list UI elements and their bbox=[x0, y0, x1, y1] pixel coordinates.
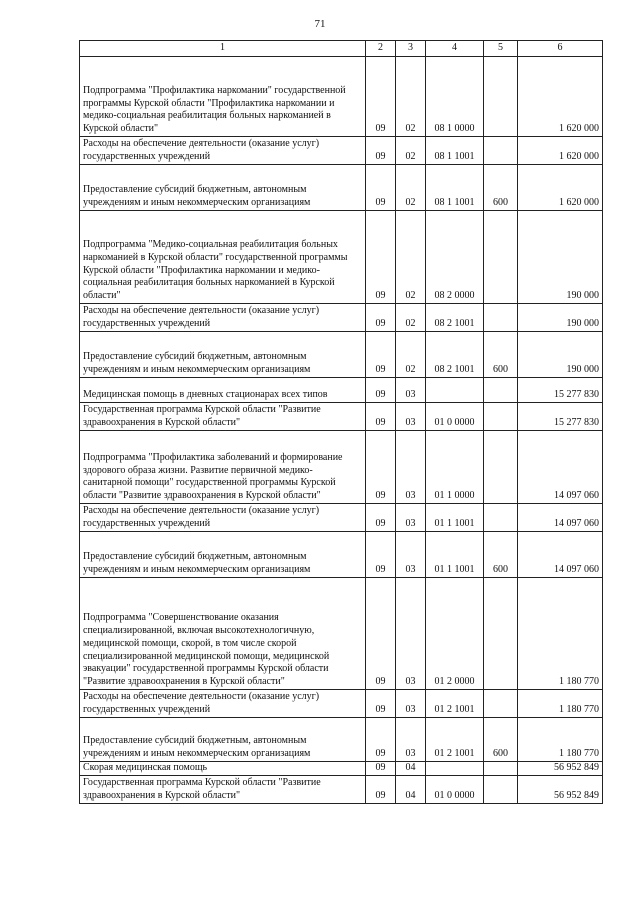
row-target-article-cell bbox=[426, 378, 484, 403]
row-name-cell-text: Скорая медицинская помощь bbox=[83, 762, 208, 774]
table-row bbox=[80, 578, 603, 690]
table-row bbox=[80, 776, 603, 804]
row-subsection-cell bbox=[396, 776, 426, 804]
row-subsection-cell-text: 04 bbox=[405, 762, 416, 774]
row-subsection-cell bbox=[396, 57, 426, 137]
row-name-cell bbox=[80, 762, 366, 776]
row-section-cell bbox=[366, 690, 396, 718]
row-amount-cell bbox=[518, 578, 603, 690]
row-target-article-cell-text: 08 1 1001 bbox=[434, 197, 475, 209]
row-name-cell-text: Предоставление субсидий бюджетным, автономным учреждениям и иным некоммерческим организациям bbox=[83, 735, 311, 760]
row-name-cell bbox=[80, 690, 366, 718]
row-expense-type-cell bbox=[484, 57, 518, 137]
row-subsection-cell bbox=[396, 378, 426, 403]
row-amount-cell bbox=[518, 304, 603, 332]
row-target-article-cell-text: 08 2 0000 bbox=[434, 290, 475, 302]
row-name-cell-text: Расходы на обеспечение деятельности (оказание услуг) государственных учреждений bbox=[83, 305, 320, 330]
row-subsection-cell bbox=[396, 403, 426, 431]
row-name-cell bbox=[80, 378, 366, 403]
row-expense-type-cell-text: 600 bbox=[493, 564, 508, 576]
row-name-cell-text: Подпрограмма "Медико-социальная реабилитация больных наркоманией в Курской области" государственной программы Курской области "Профилактика наркомании и медико-социальная реабилитация больных наркоманией в Курской области" bbox=[83, 239, 348, 302]
row-target-article-cell bbox=[426, 137, 484, 165]
row-name-cell bbox=[80, 403, 366, 431]
row-target-article-cell-text: 01 1 1001 bbox=[434, 518, 475, 530]
row-expense-type-cell bbox=[484, 690, 518, 718]
row-amount-cell-text: 56 952 849 bbox=[554, 762, 599, 774]
row-expense-type-cell-text: 600 bbox=[493, 748, 508, 760]
row-amount-cell-text: 1 180 770 bbox=[559, 704, 599, 716]
row-section-cell bbox=[366, 718, 396, 762]
row-section-cell-text: 09 bbox=[375, 123, 386, 135]
table-row bbox=[80, 431, 603, 504]
row-name-cell bbox=[80, 578, 366, 690]
row-name-cell-text: Расходы на обеспечение деятельности (оказание услуг) государственных учреждений bbox=[83, 691, 320, 716]
table-row bbox=[80, 532, 603, 578]
row-expense-type-cell bbox=[484, 718, 518, 762]
row-expense-type-cell-text: 600 bbox=[493, 197, 508, 209]
row-name-cell bbox=[80, 304, 366, 332]
row-target-article-cell-text: 01 2 1001 bbox=[434, 748, 475, 760]
row-name-cell-text: Расходы на обеспечение деятельности (оказание услуг) государственных учреждений bbox=[83, 138, 320, 163]
row-name-cell-text: Предоставление субсидий бюджетным, автономным учреждениям и иным некоммерческим организациям bbox=[83, 551, 311, 576]
row-amount-cell bbox=[518, 762, 603, 776]
row-subsection-cell bbox=[396, 165, 426, 211]
row-amount-cell-text: 56 952 849 bbox=[554, 790, 599, 802]
row-target-article-cell-text: 08 1 1001 bbox=[434, 151, 475, 163]
row-name-cell bbox=[80, 332, 366, 378]
row-name-cell bbox=[80, 211, 366, 304]
row-name-cell bbox=[80, 718, 366, 762]
row-subsection-cell bbox=[396, 137, 426, 165]
row-subsection-cell bbox=[396, 532, 426, 578]
header-col-3: 3 bbox=[396, 41, 426, 57]
row-amount-cell-text: 1 620 000 bbox=[559, 151, 599, 163]
row-amount-cell bbox=[518, 211, 603, 304]
row-subsection-cell-text: 03 bbox=[405, 518, 416, 530]
row-subsection-cell-text: 03 bbox=[405, 417, 416, 429]
row-target-article-cell bbox=[426, 504, 484, 532]
row-subsection-cell-text: 03 bbox=[405, 490, 416, 502]
row-amount-cell-text: 15 277 830 bbox=[554, 417, 599, 429]
header-col-6: 6 bbox=[518, 41, 603, 57]
row-subsection-cell-text: 02 bbox=[405, 290, 416, 302]
row-subsection-cell-text: 02 bbox=[405, 364, 416, 376]
row-name-cell-text: Подпрограмма "Совершенствование оказания специализированной, включая высокотехнологичную, медицинской помощи, скорой, в том числе скорой специализированной медицинской помощи, медицинской эвакуации" государственной программы Курской области "Развитие здравоохранения в Курской области" bbox=[83, 612, 330, 688]
row-expense-type-cell bbox=[484, 211, 518, 304]
header-col-4: 4 bbox=[426, 41, 484, 57]
row-name-cell bbox=[80, 532, 366, 578]
row-subsection-cell bbox=[396, 578, 426, 690]
row-amount-cell bbox=[518, 332, 603, 378]
row-name-cell bbox=[80, 165, 366, 211]
row-section-cell bbox=[366, 378, 396, 403]
row-target-article-cell-text: 08 2 1001 bbox=[434, 364, 475, 376]
row-amount-cell-text: 14 097 060 bbox=[554, 490, 599, 502]
row-section-cell-text: 09 bbox=[375, 762, 386, 774]
row-section-cell-text: 09 bbox=[375, 151, 386, 163]
row-section-cell bbox=[366, 762, 396, 776]
row-target-article-cell bbox=[426, 165, 484, 211]
table-row bbox=[80, 332, 603, 378]
row-amount-cell-text: 190 000 bbox=[566, 318, 599, 330]
row-target-article-cell bbox=[426, 211, 484, 304]
row-target-article-cell bbox=[426, 431, 484, 504]
row-section-cell-text: 09 bbox=[375, 518, 386, 530]
table-row bbox=[80, 304, 603, 332]
row-target-article-cell-text: 01 2 0000 bbox=[434, 676, 475, 688]
row-section-cell bbox=[366, 578, 396, 690]
row-expense-type-cell bbox=[484, 504, 518, 532]
row-section-cell-text: 09 bbox=[375, 748, 386, 760]
row-subsection-cell-text: 02 bbox=[405, 318, 416, 330]
table-row bbox=[80, 137, 603, 165]
header-col-1: 1 bbox=[80, 41, 366, 57]
row-subsection-cell bbox=[396, 332, 426, 378]
row-expense-type-cell bbox=[484, 578, 518, 690]
table-row bbox=[80, 690, 603, 718]
row-section-cell-text: 09 bbox=[375, 290, 386, 302]
row-expense-type-cell bbox=[484, 776, 518, 804]
row-subsection-cell bbox=[396, 304, 426, 332]
row-section-cell bbox=[366, 332, 396, 378]
row-amount-cell-text: 14 097 060 bbox=[554, 564, 599, 576]
table-row bbox=[80, 403, 603, 431]
table-row bbox=[80, 211, 603, 304]
row-amount-cell-text: 190 000 bbox=[566, 290, 599, 302]
row-amount-cell bbox=[518, 57, 603, 137]
row-section-cell-text: 09 bbox=[375, 364, 386, 376]
row-section-cell-text: 09 bbox=[375, 389, 386, 401]
row-name-cell bbox=[80, 57, 366, 137]
header-row bbox=[80, 41, 603, 57]
row-expense-type-cell bbox=[484, 403, 518, 431]
row-name-cell-text: Медицинская помощь в дневных стационарах всех типов bbox=[83, 389, 328, 401]
row-subsection-cell bbox=[396, 431, 426, 504]
row-expense-type-cell bbox=[484, 165, 518, 211]
row-subsection-cell bbox=[396, 504, 426, 532]
row-amount-cell bbox=[518, 532, 603, 578]
row-target-article-cell bbox=[426, 57, 484, 137]
row-amount-cell bbox=[518, 137, 603, 165]
row-amount-cell bbox=[518, 378, 603, 403]
row-section-cell-text: 09 bbox=[375, 417, 386, 429]
row-section-cell bbox=[366, 431, 396, 504]
row-section-cell-text: 09 bbox=[375, 676, 386, 688]
row-name-cell bbox=[80, 776, 366, 804]
row-name-cell bbox=[80, 137, 366, 165]
row-target-article-cell bbox=[426, 532, 484, 578]
row-name-cell-text: Подпрограмма "Профилактика наркомании" государственной программы Курской области "Профилактика наркомании и медико-социальная реабилитация больных наркоманией в Курской области" bbox=[83, 84, 346, 135]
row-expense-type-cell bbox=[484, 304, 518, 332]
row-target-article-cell bbox=[426, 578, 484, 690]
row-target-article-cell bbox=[426, 762, 484, 776]
row-section-cell bbox=[366, 165, 396, 211]
row-section-cell bbox=[366, 137, 396, 165]
row-amount-cell-text: 14 097 060 bbox=[554, 518, 599, 530]
row-amount-cell bbox=[518, 718, 603, 762]
row-expense-type-cell bbox=[484, 378, 518, 403]
row-amount-cell-text: 1 620 000 bbox=[559, 123, 599, 135]
row-subsection-cell-text: 03 bbox=[405, 748, 416, 760]
row-amount-cell bbox=[518, 504, 603, 532]
row-subsection-cell-text: 02 bbox=[405, 197, 416, 209]
row-target-article-cell-text: 01 2 1001 bbox=[434, 704, 475, 716]
row-amount-cell bbox=[518, 431, 603, 504]
row-expense-type-cell bbox=[484, 137, 518, 165]
row-expense-type-cell-text: 600 bbox=[493, 364, 508, 376]
row-target-article-cell-text: 08 2 1001 bbox=[434, 318, 475, 330]
row-name-cell-text: Предоставление субсидий бюджетным, автономным учреждениям и иным некоммерческим организациям bbox=[83, 184, 311, 209]
row-section-cell bbox=[366, 304, 396, 332]
row-name-cell-text: Предоставление субсидий бюджетным, автономным учреждениям и иным некоммерческим организациям bbox=[83, 351, 311, 376]
table-row bbox=[80, 57, 603, 137]
row-target-article-cell-text: 01 0 0000 bbox=[434, 417, 475, 429]
row-subsection-cell-text: 03 bbox=[405, 704, 416, 716]
row-name-cell-text: Государственная программа Курской области "Развитие здравоохранения в Курской области" bbox=[83, 404, 321, 429]
table-body bbox=[80, 57, 603, 804]
table-row bbox=[80, 762, 603, 776]
table-row bbox=[80, 718, 603, 762]
table-row bbox=[80, 165, 603, 211]
row-target-article-cell-text: 01 1 1001 bbox=[434, 564, 475, 576]
row-amount-cell bbox=[518, 776, 603, 804]
row-subsection-cell-text: 02 bbox=[405, 151, 416, 163]
row-section-cell-text: 09 bbox=[375, 318, 386, 330]
row-amount-cell bbox=[518, 690, 603, 718]
row-subsection-cell bbox=[396, 762, 426, 776]
row-amount-cell-text: 1 180 770 bbox=[559, 676, 599, 688]
row-section-cell-text: 09 bbox=[375, 790, 386, 802]
row-target-article-cell-text: 08 1 0000 bbox=[434, 123, 475, 135]
table-row bbox=[80, 504, 603, 532]
row-section-cell bbox=[366, 57, 396, 137]
row-amount-cell-text: 1 620 000 bbox=[559, 197, 599, 209]
row-target-article-cell bbox=[426, 776, 484, 804]
row-amount-cell-text: 190 000 bbox=[566, 364, 599, 376]
row-name-cell-text: Расходы на обеспечение деятельности (оказание услуг) государственных учреждений bbox=[83, 505, 320, 530]
row-expense-type-cell bbox=[484, 762, 518, 776]
row-name-cell bbox=[80, 504, 366, 532]
row-expense-type-cell bbox=[484, 332, 518, 378]
row-target-article-cell bbox=[426, 304, 484, 332]
row-section-cell-text: 09 bbox=[375, 564, 386, 576]
row-amount-cell-text: 1 180 770 bbox=[559, 748, 599, 760]
row-expense-type-cell bbox=[484, 532, 518, 578]
row-section-cell bbox=[366, 776, 396, 804]
budget-table bbox=[79, 40, 603, 804]
row-target-article-cell-text: 01 0 0000 bbox=[434, 790, 475, 802]
header-col-5: 5 bbox=[484, 41, 518, 57]
row-expense-type-cell bbox=[484, 431, 518, 504]
row-subsection-cell bbox=[396, 718, 426, 762]
row-section-cell bbox=[366, 211, 396, 304]
row-target-article-cell bbox=[426, 690, 484, 718]
row-name-cell-text: Государственная программа Курской области "Развитие здравоохранения в Курской области" bbox=[83, 777, 321, 802]
row-target-article-cell-text: 01 1 0000 bbox=[434, 490, 475, 502]
row-subsection-cell bbox=[396, 690, 426, 718]
row-amount-cell bbox=[518, 165, 603, 211]
row-section-cell-text: 09 bbox=[375, 197, 386, 209]
row-name-cell bbox=[80, 431, 366, 504]
row-section-cell bbox=[366, 532, 396, 578]
row-section-cell bbox=[366, 504, 396, 532]
row-amount-cell-text: 15 277 830 bbox=[554, 389, 599, 401]
row-section-cell-text: 09 bbox=[375, 490, 386, 502]
row-subsection-cell-text: 02 bbox=[405, 123, 416, 135]
header-col-2: 2 bbox=[366, 41, 396, 57]
row-subsection-cell-text: 03 bbox=[405, 564, 416, 576]
table-row bbox=[80, 378, 603, 403]
row-target-article-cell bbox=[426, 403, 484, 431]
row-section-cell bbox=[366, 403, 396, 431]
row-target-article-cell bbox=[426, 718, 484, 762]
row-target-article-cell bbox=[426, 332, 484, 378]
row-subsection-cell-text: 03 bbox=[405, 389, 416, 401]
row-subsection-cell-text: 03 bbox=[405, 676, 416, 688]
row-name-cell-text: Подпрограмма "Профилактика заболеваний и формирование здорового образа жизни. Развитие первичной медико-санитарной помощи" государственной программы Курской области "Развитие здравоохранения в Курской области" bbox=[83, 451, 343, 502]
row-section-cell-text: 09 bbox=[375, 704, 386, 716]
row-subsection-cell-text: 04 bbox=[405, 790, 416, 802]
row-amount-cell bbox=[518, 403, 603, 431]
row-subsection-cell bbox=[396, 211, 426, 304]
page-number: 71 bbox=[314, 18, 326, 30]
